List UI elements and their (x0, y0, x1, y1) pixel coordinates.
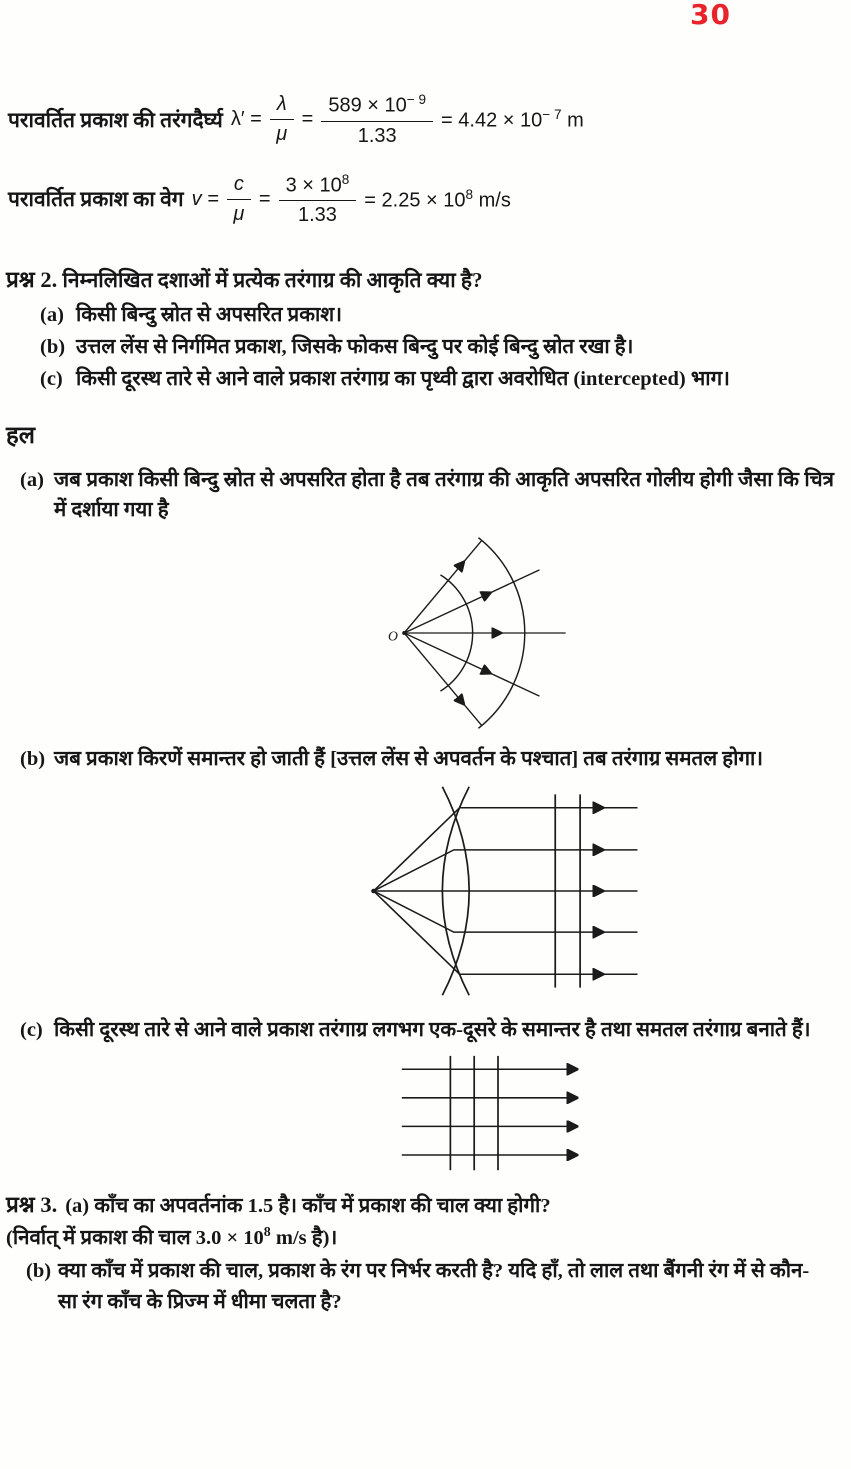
question-3-block (6, 1188, 841, 1318)
spherical-wavefront-diagram (388, 536, 606, 730)
fraction-denominator: μ (233, 202, 245, 225)
plane-wavefront-lines (450, 1056, 498, 1170)
page-number: 30 (690, 0, 731, 31)
refracted-parallel-rays (374, 808, 638, 974)
question-3-label: प्रश्न 3. (6, 1191, 58, 1217)
item-text: किसी दूरस्थ तारे से आने वाले प्रकाश तरंगाग्र का पृथ्वी द्वारा अवरोधित (intercepted) भाग। (76, 367, 730, 390)
question-2-heading (6, 263, 841, 294)
item-marker: (a) (40, 304, 64, 327)
item-text: उत्तल लेंस से निर्गमित प्रकाश, जिसके फोकस बिन्दु पर कोई बिन्दु स्रोत रखा है। (76, 336, 634, 359)
equation-lhs: λ′ = (230, 108, 262, 131)
fraction-denominator: 1.33 (297, 204, 337, 227)
question-3-heading (6, 1188, 841, 1222)
fraction-numerator: $589 \times 10^{- 9}$ (321, 92, 433, 122)
solution-part-b (6, 744, 841, 775)
question-2-item-c (40, 364, 841, 396)
part-marker: (a) (20, 468, 44, 491)
fraction-numerator: c (227, 173, 251, 200)
question-3-part-b (6, 1256, 841, 1318)
part-marker: (c) (20, 1018, 43, 1041)
solution-part-c (6, 1015, 841, 1046)
question-2-label: प्रश्न 2. (6, 267, 58, 293)
convex-lens-plane-wavefront-diagram (362, 781, 649, 1001)
item-text: किसी बिन्दु स्रोत से अपसरित प्रकाश। (76, 304, 342, 327)
part-marker: (b) (20, 748, 46, 771)
question-2-text: निम्नलिखित दशाओं में प्रत्येक तरंगाग्र की आकृति क्या है? (62, 268, 483, 293)
fraction-numeric (321, 92, 433, 148)
equation-reflected-velocity (8, 172, 841, 228)
fraction-denominator: μ (276, 123, 288, 146)
part-text: जब प्रकाश किरणें समान्तर हो जाती हैं [उत्तल लेंस से अपवर्तन के पश्चात] तब तरंगाग्र समतल होगा। (54, 748, 764, 771)
part-marker: (b) (26, 1260, 52, 1283)
equation-result: = $2.25 \times 10^8$ m/s (364, 186, 511, 212)
equation-result: = $4.42 \times 10^{- 7}$ m (441, 107, 584, 132)
equals-sign: = (301, 108, 314, 131)
solution-heading: हल (6, 422, 36, 449)
fraction-lambda-mu (270, 93, 294, 146)
equation-prefix: परावर्तित प्रकाश का वेग (8, 187, 184, 212)
point-source-label: O (388, 628, 398, 644)
equals-sign: = (258, 187, 271, 210)
equation-reflected-wavelength (8, 92, 841, 148)
parallel-rays (402, 1069, 577, 1155)
question-2-item-a (40, 300, 841, 332)
part-text: क्या काँच में प्रकाश की चाल, प्रकाश के रंग पर निर्भर करती है? यदि हाँ, तो लाल तथा बैंगनी रंग में से कौन-सा रंग काँच के प्रिज्म में धीमा चलता है? (58, 1260, 810, 1313)
fraction-denominator: 1.33 (357, 124, 397, 147)
equation-lhs: v = (191, 187, 219, 210)
fraction-numeric (279, 172, 357, 228)
part-text: किसी दूरस्थ तारे से आने वाले प्रकाश तरंगाग्र लगभग एक-दूसरे के समान्तर है तथा समतल तरंगाग्र बनाते हैं। (54, 1018, 811, 1041)
diverging-rays (404, 540, 565, 726)
solution-part-a (6, 465, 841, 527)
point-source (402, 631, 406, 635)
question-2-item-b (40, 332, 841, 364)
question-2-items (6, 300, 841, 395)
fraction-numerator: λ (270, 93, 294, 120)
item-marker: (c) (40, 367, 63, 390)
fraction-numerator: $3 \times 10^8$ (279, 172, 357, 202)
part-text: जब प्रकाश किसी बिन्दु स्रोत से अपसरित होता है तब तरंगाग्र की आकृति अपसरित गोलीय होगी जैसा कि चित्र में दर्शाया गया है (54, 468, 834, 522)
fraction-c-mu (227, 173, 251, 226)
equation-prefix: परावर्तित प्रकाश की तरंगदैर्घ्य (8, 107, 223, 132)
question-3-note: (निर्वात् में प्रकाश की चाल $3.0 \times 10^8$ m/s है)। (6, 1225, 338, 1250)
focus-point (371, 889, 376, 894)
parallel-plane-wavefront-diagram (398, 1052, 598, 1176)
item-marker: (b) (40, 336, 66, 359)
question-3-part-a-text: (a) काँच का अपवर्तनांक 1.5 है। काँच में प्रकाश की चाल क्या होगी? (65, 1194, 551, 1217)
